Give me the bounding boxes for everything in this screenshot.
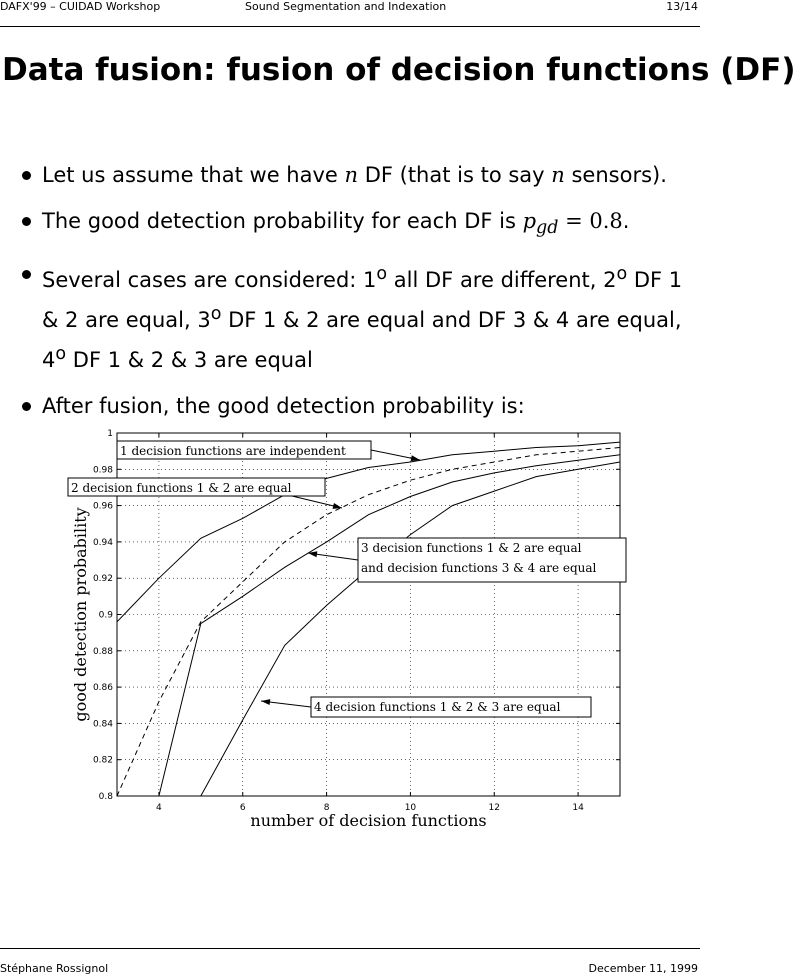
probability-chart [60,420,660,840]
y-tick-label: 0.92 [92,574,113,585]
y-tick-label: 0.9 [98,610,113,621]
x-tick-label: 12 [488,803,500,813]
y-tick-label: 1 [107,429,113,439]
bullet-text: DF 1 & 2 & 3 are equal [66,348,313,373]
bullet-dot [22,402,31,411]
bullet-dot [22,171,31,180]
footer-author: Stéphane Rossignol [0,962,109,975]
x-axis-label: number of decision functions [250,811,487,830]
footer-rule [0,948,700,949]
x-tick-label: 14 [572,803,584,813]
annotations [68,441,626,717]
bullet-text: Several cases are considered: 1 [42,268,377,293]
annotation-1 [117,441,420,461]
x-tick-label: 6 [239,803,246,813]
y-axis-label: good detection probability [71,507,90,722]
math-symbol: n [344,163,359,187]
x-tick-label: 4 [156,803,162,813]
annotation-text: 2 decision functions 1 & 2 are equal [71,481,292,495]
math-subscript: gd [536,218,559,239]
math-symbol: n [551,163,565,187]
ordinal-sup: o [616,264,628,285]
footer-date: December 11, 1999 [588,962,698,975]
math-value: = 0.8 [558,209,623,233]
x-tick-label: 10 [404,803,417,813]
ordinal-sup: o [376,264,388,285]
bullet-dot [22,217,31,226]
bullet-text: sensors). [564,163,667,187]
bullet-text: DF 1 & 2 are equal, 3 [42,268,683,333]
x-tick-label: 8 [323,803,330,813]
slide-header [0,0,700,26]
annotation-text: 1 decision functions are independent [120,444,346,458]
annotation-4 [261,697,591,717]
bullet-item [20,204,700,245]
bullet-text: DF (that is to say [358,163,552,187]
bullet-item [20,257,700,377]
arrow-head [261,699,270,705]
header-topic: Sound Segmentation and Indexation [245,0,447,13]
y-tick-label: 0.98 [92,465,113,476]
y-tick-label: 0.82 [92,755,113,766]
math-symbol: p [522,209,537,233]
ordinal-sup: o [210,304,222,325]
slide-title: Data fusion: fusion of decision functions (DF) [2,52,796,88]
annotation-3 [308,538,626,582]
y-tick-label: 0.94 [92,537,113,548]
arrow-head [333,503,342,509]
annotation-text: 3 decision functions 1 & 2 are equal [361,541,582,555]
header-page-number: 13/14 [666,0,698,13]
bullet-text: The good detection probability for each DF is [42,209,523,233]
annotation-text: 4 decision functions 1 & 2 & 3 are equal [314,700,561,714]
y-tick-label: 0.84 [92,719,113,730]
y-tick-label: 0.8 [98,792,113,802]
series-line-2 [117,448,620,797]
series-line-3 [117,455,620,796]
ordinal-sup: o [55,344,67,365]
bullet-text: . [622,209,630,233]
bullet-dot [22,270,31,279]
bullet-list [20,158,700,435]
annotation-text: and decision functions 3 & 4 are equal [361,561,597,575]
header-workshop: DAFX'99 – CUIDAD Workshop [0,0,161,13]
series-line-1 [117,442,620,622]
header-rule [0,26,700,27]
bullet-item [20,158,700,192]
bullet-text: DF 1 & 2 are equal and DF 3 & 4 are equal, 4 [42,308,682,373]
bullet-item [20,389,700,423]
bullet-text: Let us assume that we have [42,163,345,187]
bullet-text: all DF are different, 2 [387,268,617,293]
y-tick-label: 0.86 [92,683,113,694]
y-tick-label: 0.96 [92,501,113,512]
y-tick-label: 0.88 [92,646,113,657]
bullet-text: After fusion, the good detection probability is: [42,394,525,419]
